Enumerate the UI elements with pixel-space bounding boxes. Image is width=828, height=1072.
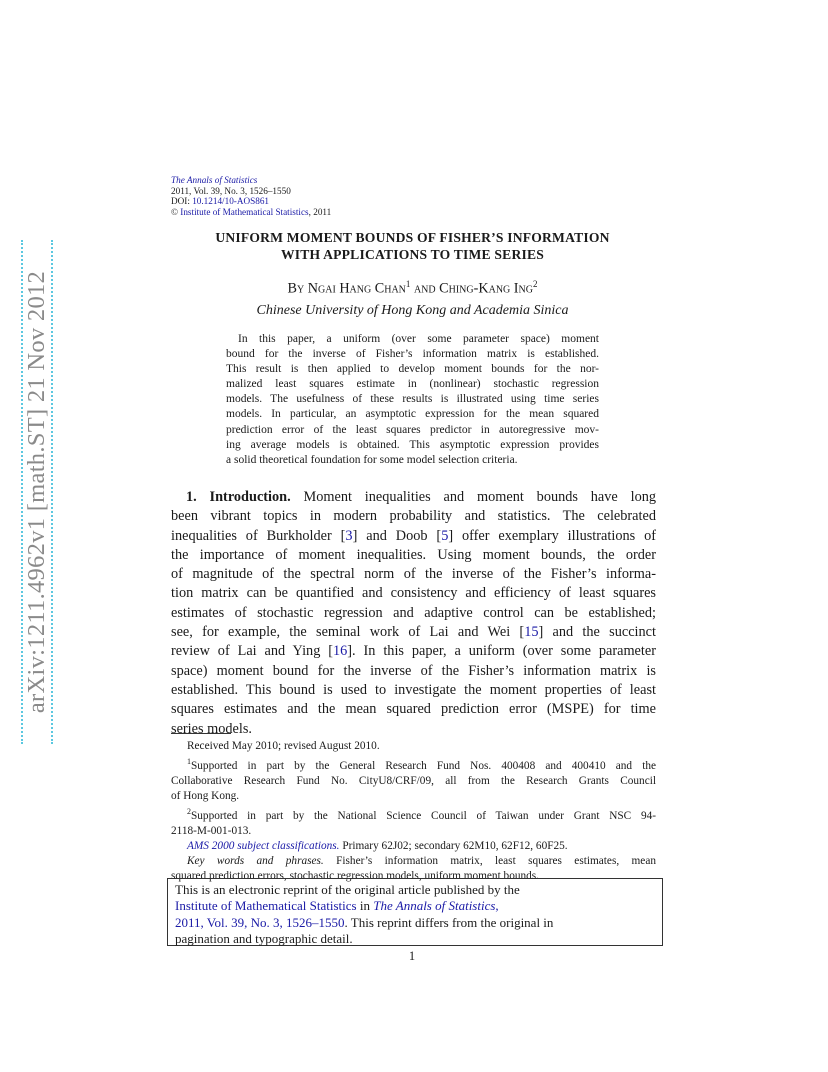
author-chan: Ngai Hang Chan	[307, 280, 406, 297]
volume-line: 2011, Vol. 39, No. 3, 1526–1550	[171, 185, 291, 196]
arxiv-stamp-text: arXiv:1211.4962v1 [math.ST] 21 Nov 2012	[23, 270, 50, 714]
journal-header	[171, 175, 331, 217]
paper-title: UNIFORM MOMENT BOUNDS OF FISHER’S INFORMATION WITH APPLICATIONS TO TIME SERIES	[215, 230, 610, 262]
received-dates: Received May 2010; revised August 2010.	[187, 740, 380, 752]
reprint-notice: This is an electronic reprint of the original article published by the Institute of Mathematical Statistics in The Annals of Statistics, 2011, Vol. 39, No. 3, 1526–1550. This reprint differs from the original in pagination and typographic detail.	[167, 878, 663, 946]
footnote-1: $^1$Supported in part by the General Research Fund Nos. 400408 and 400410 and the	[187, 757, 656, 772]
doi-link[interactable]: 10.1214/10-AOS861	[192, 196, 270, 206]
abstract: In this paper, a uniform (over some parameter space) moment bound for the inverse of Fisher’s information matrix is established. This result is then applied to develop moment bounds for the nor- malized least squares estimate in (nonlinear) stochastic regression models. The usefulness of these results is illustrated using time series models. In particular, an asymptotic expression for the mean squared prediction error of the least squares predictor in autoregressive mov- ing average models is obtained. This asymptotic expression provides a solid theoretical foundation for some model selection criteria.	[226, 333, 599, 466]
copyright-icon: ©	[171, 206, 178, 217]
ams-classification: AMS 2000 subject classifications. Primary 62J02; secondary 62M10, 62F12, 60F25.	[187, 839, 568, 852]
citation-link[interactable]: 15	[524, 624, 539, 641]
ims-reprint-link[interactable]: Institute of Mathematical Statistics	[175, 898, 357, 914]
doi-line: DOI: 10.1214/10-AOS861	[171, 196, 270, 206]
footnote-rule	[171, 733, 231, 734]
citation-link[interactable]: 3	[345, 527, 353, 544]
ams-link[interactable]: AMS 2000 subject classifications.	[187, 839, 340, 852]
ims-link[interactable]: Institute of Mathematical Statistics	[180, 206, 309, 217]
authors: By Ngai Hang Chan$^1$ and Ching-Kang Ing$^2$	[287, 279, 538, 297]
journal-link[interactable]: The Annals of Statistics	[171, 175, 258, 185]
citation-reprint-link[interactable]: 2011, Vol. 39, No. 3, 1526–1550	[175, 914, 345, 930]
affiliation: Chinese University of Hong Kong and Academia Sinica	[256, 303, 569, 318]
footnotes: Received May 2010; revised August 2010. $^1$Supported in part by the General Research Fund Nos. 400408 and 400410 and the Collaborative Research Fund No. CityU8/CRF/09, all from the Research Grants Council of Hong Kong. $^2$Supported in part by the National Science Council of Taiwan under Grant NSC 94- 2118-M-001-013. AMS 2000 subject classifications. Primary 62J02; secondary 62M10, 62F12, 60F25. Key words and phrases. Fisher’s information matrix, least squares estimates, mean squared prediction errors, stochastic regression models, uniform moment bounds.	[171, 740, 656, 882]
citation-link[interactable]: 16	[333, 643, 348, 660]
arxiv-stamp	[21, 240, 53, 744]
citation-link[interactable]: 5	[441, 527, 449, 544]
section-heading: 1. Introduction.	[186, 489, 291, 505]
copyright-line: © Institute of Mathematical Statistics, 2011	[171, 206, 332, 217]
journal-reprint-link[interactable]: The Annals of Statistics	[373, 898, 496, 914]
keywords: Key words and phrases. Fisher’s information matrix, least squares estimates, mean	[187, 854, 656, 867]
footnote-2: $^2$Supported in part by the National Science Council of Taiwan under Grant NSC 94-	[187, 806, 656, 822]
author-ing: Ching-Kang Ing	[439, 280, 533, 297]
page-number: 1	[408, 949, 416, 963]
introduction-section: 1. Introduction. Moment inequalities and moment bounds have long been vibrant topics in modern probability and statistics. The celebrated inequalities of Burkholder [3] and Doob [5] offer exemplary illustrations of the importance of moment inequalities. Using moment bounds, the order of magnitude of the spectral norm of the inverse of the Fisher’s informa- tion matrix can be quantified and consistency and efficiency of least squares estimates of stochastic regression and adaptive control can be established; see, for example, the seminal work of Lai and Wei [15] and the succinct review of Lai and Ying [16]. In this paper, a uniform (over some parameter space) moment bound for the inverse of the Fisher’s information matrix is established. This bound is used to investigate the moment properties of least squares estimates and the mean squared prediction error (MSPE) for time series models.	[171, 489, 657, 737]
